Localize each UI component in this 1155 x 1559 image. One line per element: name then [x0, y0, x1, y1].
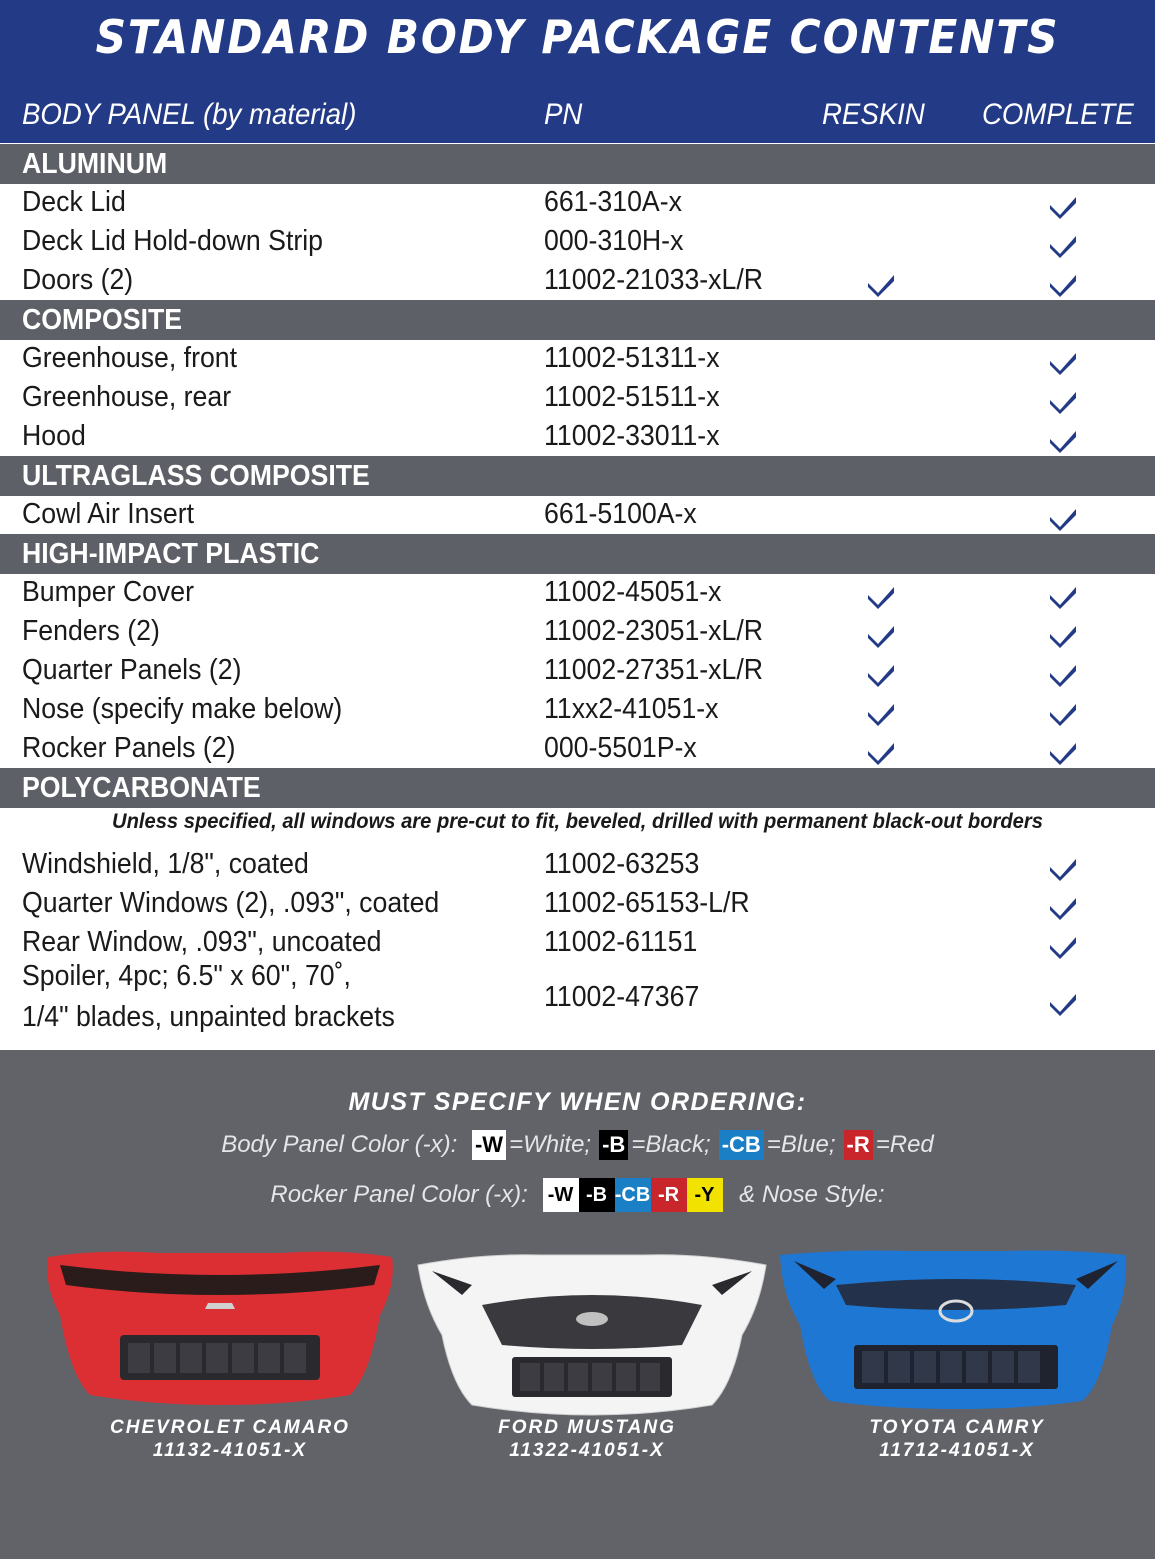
reskin-check-icon [866, 271, 896, 297]
row-name: Hood [22, 420, 86, 452]
complete-check-icon [1048, 232, 1078, 258]
row-name-line2: 1/4" blades, unpainted brackets [22, 1001, 395, 1033]
row-pn: 11002-33011-x [544, 420, 720, 452]
row-pn: 11002-65153-L/R [544, 887, 750, 919]
mustang-nose-image [412, 1245, 772, 1445]
section-header [0, 144, 1155, 184]
row-name: Deck Lid [22, 186, 126, 218]
row-pn: 11002-61151 [544, 926, 698, 958]
row-name: Windshield, 1/8", coated [22, 848, 309, 880]
camaro-nose-icon [40, 1245, 400, 1445]
section-label: COMPOSITE [22, 304, 183, 336]
section-header [0, 534, 1155, 574]
body-color-text: =White; [509, 1131, 592, 1158]
rocker-color-line [0, 1178, 1155, 1212]
complete-check-icon [1048, 427, 1078, 453]
row-pn: 11002-51311-x [544, 342, 720, 374]
complete-check-icon [1048, 661, 1078, 687]
table-row [0, 418, 1155, 457]
complete-check-icon [1048, 700, 1078, 726]
reskin-check-icon [866, 622, 896, 648]
camry-nose-image [776, 1245, 1136, 1445]
section-header [0, 456, 1155, 496]
table-row [0, 846, 1155, 885]
rocker-color-swatch: -W [543, 1178, 579, 1212]
complete-check-icon [1048, 349, 1078, 375]
body-color-text: =Blue; [766, 1131, 836, 1158]
rocker-color-swatch: -Y [687, 1178, 723, 1212]
table-row [0, 379, 1155, 418]
complete-check-icon [1048, 855, 1078, 881]
rocker-color-swatch: -R [651, 1178, 687, 1212]
table-row [0, 184, 1155, 223]
table-row [0, 885, 1155, 924]
reskin-check-icon [866, 583, 896, 609]
row-name: Greenhouse, front [22, 342, 238, 374]
complete-check-icon [1048, 894, 1078, 920]
row-pn: 11xx2-41051-x [544, 693, 719, 725]
camaro-name: CHEVROLET CAMARO [110, 1417, 350, 1438]
row-name: Rocker Panels (2) [22, 732, 236, 764]
complete-check-icon [1048, 193, 1078, 219]
row-name: Nose (specify make below) [22, 693, 343, 725]
page-title: STANDARD BODY PACKAGE CONTENTS [95, 10, 1060, 64]
row-pn: 11002-27351-xL/R [544, 654, 764, 686]
row-name-line1: Spoiler, 4pc; 6.5" x 60", 70˚, [22, 960, 351, 992]
body-color-code: -R [844, 1130, 873, 1160]
camry-pn: 11712-41051-X [879, 1440, 1035, 1461]
complete-check-icon [1048, 583, 1078, 609]
row-name: Bumper Cover [22, 576, 195, 608]
mustang-name: FORD MUSTANG [498, 1417, 676, 1438]
row-name: Fenders (2) [22, 615, 160, 647]
rocker-color-label: Rocker Panel Color (-x): [270, 1181, 528, 1208]
column-header-pn: PN [544, 98, 583, 131]
row-name: Rear Window, .093", uncoated [22, 926, 382, 958]
table-row [0, 223, 1155, 262]
complete-check-icon [1048, 739, 1078, 765]
nose-style-label: & Nose Style: [739, 1181, 885, 1208]
row-name: Greenhouse, rear [22, 381, 232, 413]
camry-name: TOYOTA CAMRY [869, 1417, 1045, 1438]
row-pn: 11002-21033-xL/R [544, 264, 764, 296]
row-pn: 661-310A-x [544, 186, 682, 218]
table-row [0, 574, 1155, 613]
row-pn: 11002-63253 [544, 848, 700, 880]
complete-check-icon [1048, 990, 1078, 1016]
row-name: Cowl Air Insert [22, 498, 194, 530]
rocker-color-swatch: -CB [615, 1178, 651, 1212]
complete-check-icon [1048, 271, 1078, 297]
table-row [0, 730, 1155, 769]
table-row [0, 496, 1155, 535]
camaro-nose-image [40, 1245, 400, 1445]
rocker-color-swatch: -B [579, 1178, 615, 1212]
body-color-text: =Black; [631, 1131, 711, 1158]
camry-nose-icon [776, 1245, 1136, 1445]
body-color-code: -B [599, 1130, 628, 1160]
column-header-reskin: RESKIN [822, 98, 925, 131]
body-color-code: -W [472, 1130, 506, 1160]
row-pn: 000-310H-x [544, 225, 684, 257]
complete-check-icon [1048, 622, 1078, 648]
row-pn: 11002-45051-x [544, 576, 722, 608]
ordering-heading: MUST SPECIFY WHEN ORDERING: [348, 1088, 807, 1116]
polycarbonate-note: Unless specified, all windows are pre-cut to fit, beveled, drilled with permanent black-out borders [112, 810, 1043, 833]
row-name: Quarter Windows (2), .093", coated [22, 887, 440, 919]
table-row [0, 262, 1155, 301]
section-label: ULTRAGLASS COMPOSITE [22, 460, 370, 492]
table-row [0, 613, 1155, 652]
column-header-complete: COMPLETE [982, 98, 1134, 131]
mustang-pn: 11322-41051-X [509, 1440, 665, 1461]
row-pn: 661-5100A-x [544, 498, 697, 530]
mustang-nose-icon [412, 1245, 772, 1445]
row-name: Quarter Panels (2) [22, 654, 242, 686]
camaro-pn: 11132-41051-X [152, 1440, 308, 1461]
column-header-body-panel: BODY PANEL (by material) [22, 98, 357, 131]
section-header [0, 300, 1155, 340]
table-row [0, 924, 1155, 963]
row-pn: 11002-51511-x [544, 381, 720, 413]
row-pn: 11002-23051-xL/R [544, 615, 764, 647]
row-name: Doors (2) [22, 264, 134, 296]
table-row [0, 960, 1155, 1047]
reskin-check-icon [866, 700, 896, 726]
rocker-color-swatches [543, 1180, 723, 1207]
section-label: ALUMINUM [22, 148, 168, 180]
section-header [0, 768, 1155, 808]
body-color-options [464, 1130, 934, 1157]
complete-check-icon [1048, 933, 1078, 959]
row-name: Deck Lid Hold-down Strip [22, 225, 324, 257]
row-pn: 000-5501P-x [544, 732, 697, 764]
complete-check-icon [1048, 388, 1078, 414]
body-color-text: =Red [875, 1131, 934, 1158]
body-color-code: -CB [719, 1130, 764, 1160]
table-row [0, 652, 1155, 691]
row-pn: 11002-47367 [544, 981, 700, 1013]
reskin-check-icon [866, 661, 896, 687]
body-color-label: Body Panel Color (-x): [221, 1131, 458, 1158]
complete-check-icon [1048, 505, 1078, 531]
table-row [0, 691, 1155, 730]
section-label: POLYCARBONATE [22, 772, 261, 804]
table-row [0, 340, 1155, 379]
section-label: HIGH-IMPACT PLASTIC [22, 538, 320, 570]
reskin-check-icon [866, 739, 896, 765]
body-color-line [0, 1130, 1155, 1160]
